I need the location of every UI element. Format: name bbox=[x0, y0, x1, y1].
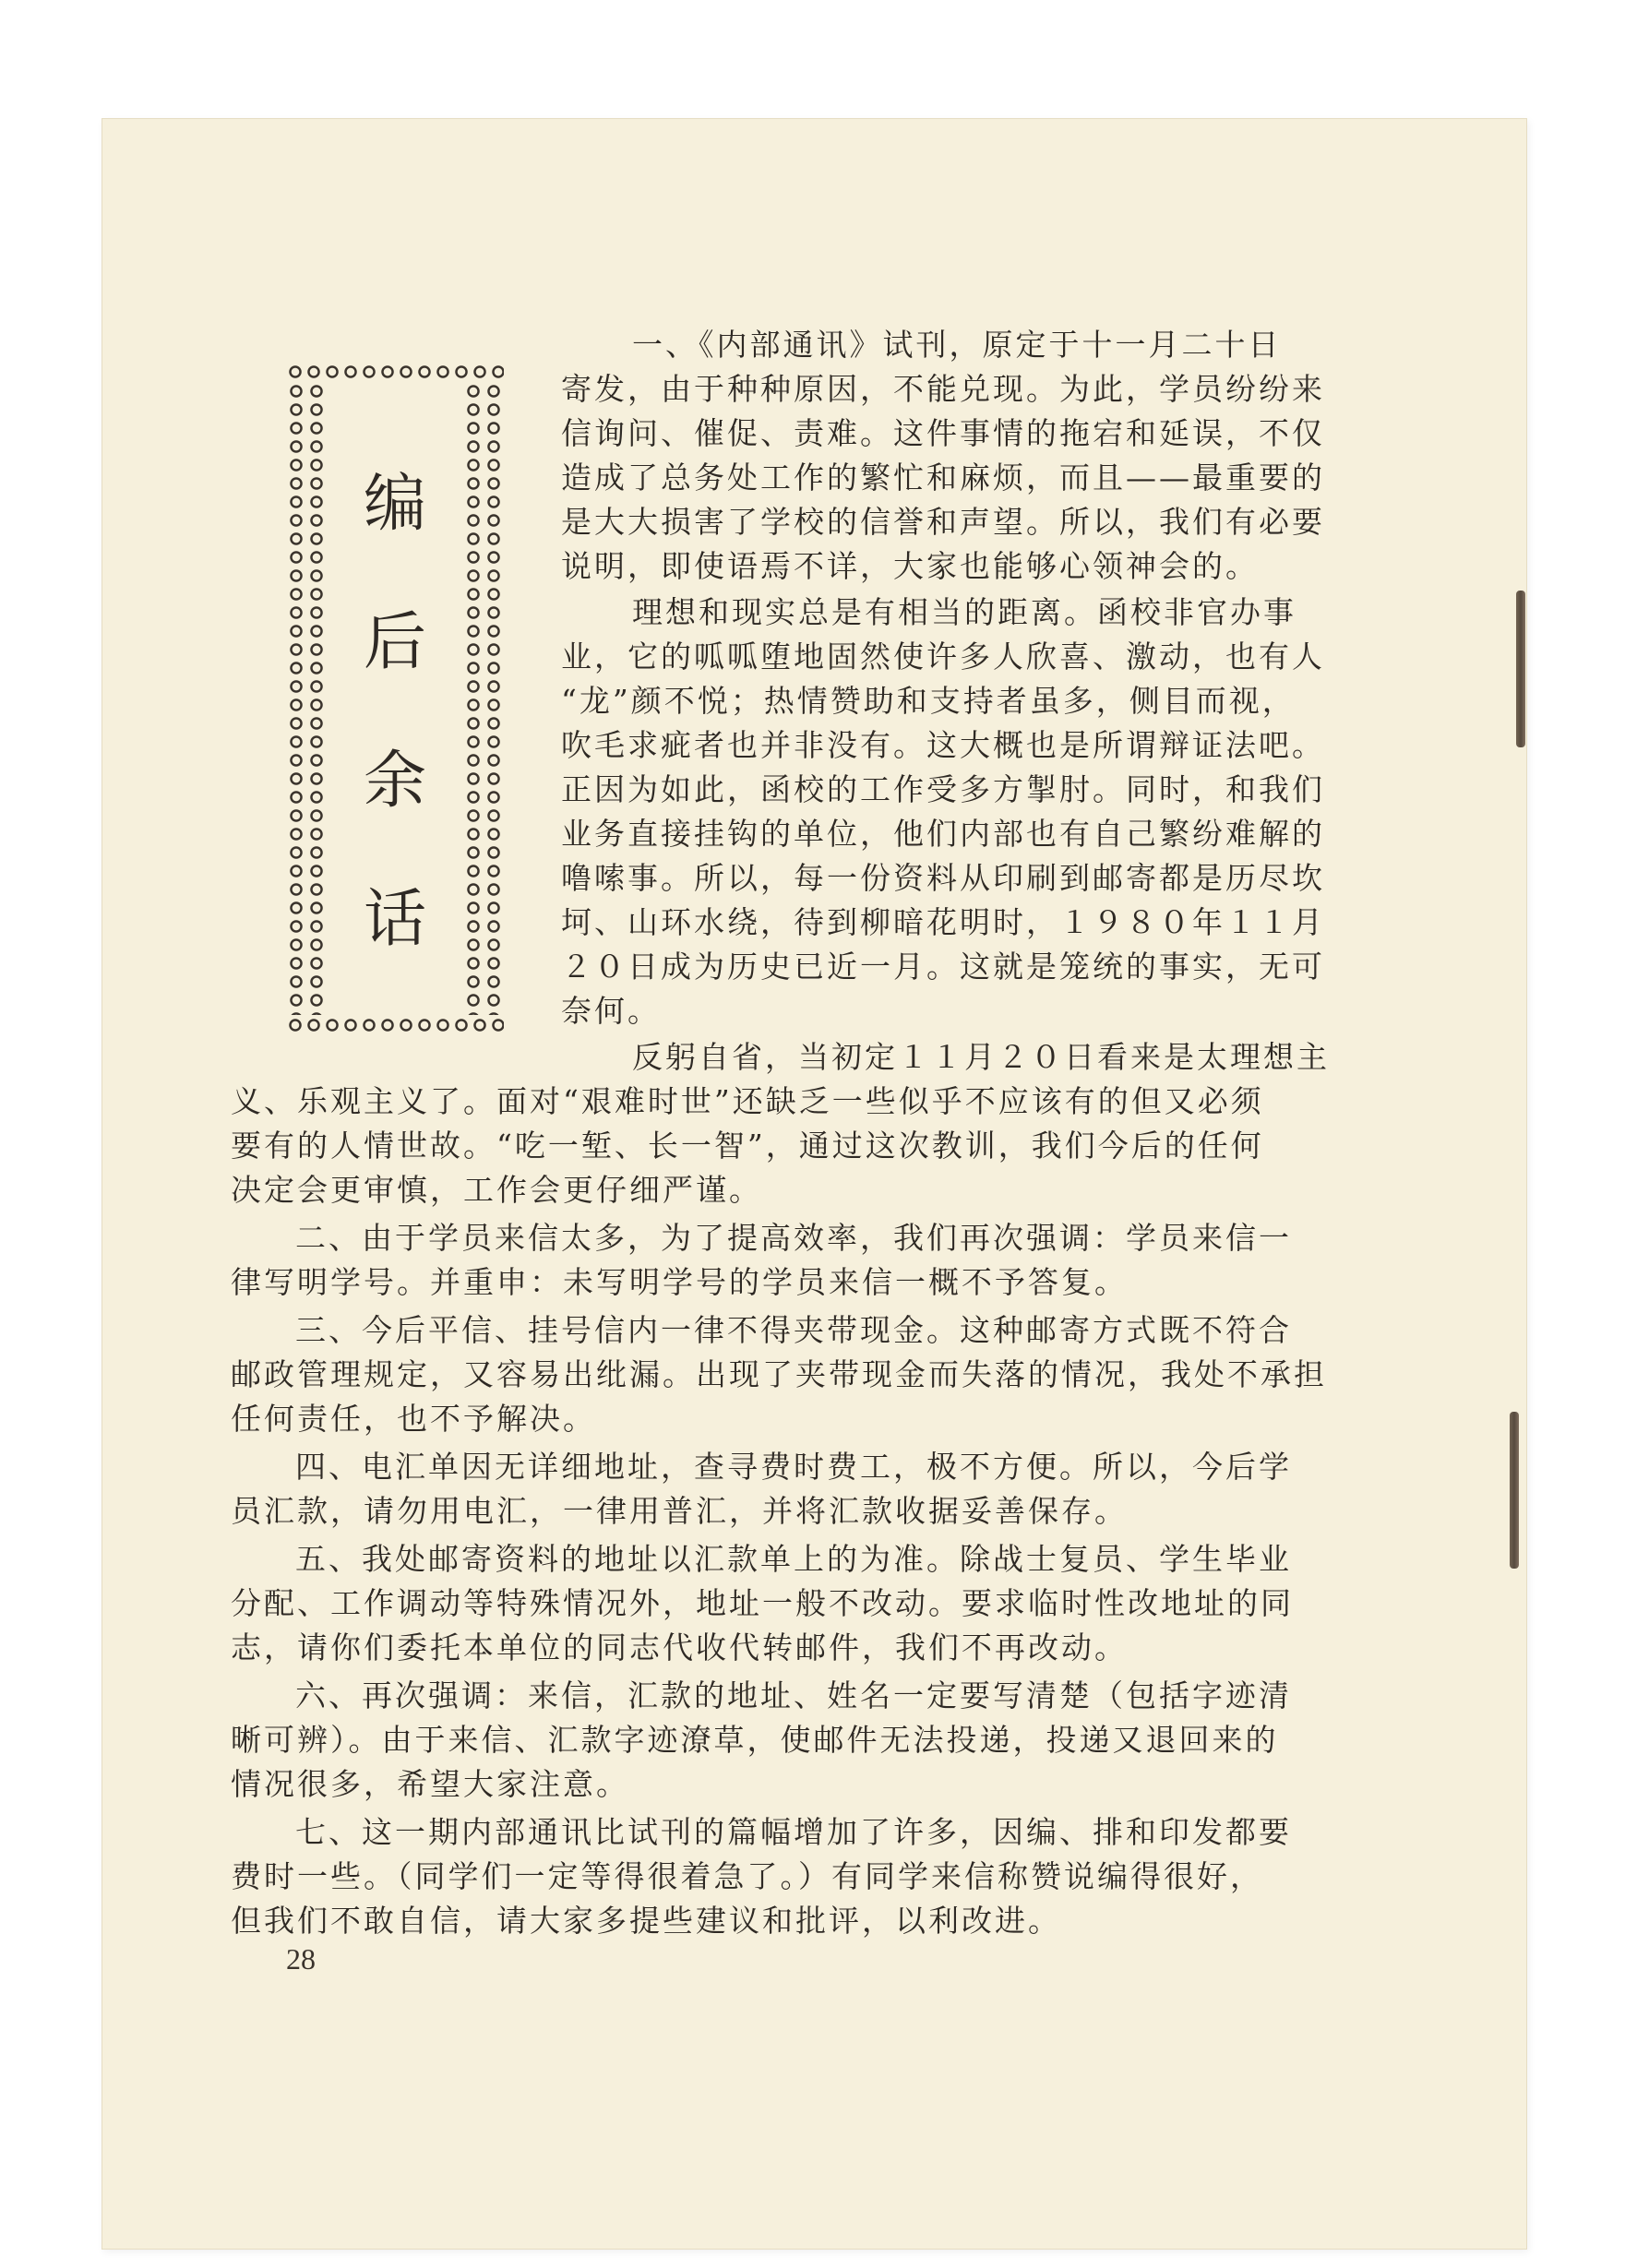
paragraph-line: 情况很多，希望大家注意。 bbox=[231, 1766, 629, 1802]
paragraph-line: 律写明学号。并重申：未写明学号的学员来信一概不予答复。 bbox=[231, 1264, 1128, 1300]
paragraph-line: 决定会更审慎，工作会更仔细严谨。 bbox=[231, 1172, 762, 1208]
paragraph-line: ２０日成为历史已近一月。这就是笼统的事实，无可 bbox=[561, 949, 1325, 985]
paragraph-line: 但我们不敢自信，请大家多提些建议和批评，以利改进。 bbox=[231, 1903, 1061, 1939]
paragraph-line: 奈何。 bbox=[561, 993, 661, 1029]
paragraph-line: 坷、山环水绕，待到柳暗花明时，１９８０年１１月 bbox=[561, 904, 1325, 940]
paragraph-line: 志，请你们委托本单位的同志代收代转邮件，我们不再改动。 bbox=[231, 1629, 1128, 1665]
paragraph-line: 造成了总务处工作的繁忙和麻烦，而且——最重要的 bbox=[561, 460, 1325, 495]
paragraph-line: 理想和现实总是有相当的距离。函校非官办事 bbox=[632, 594, 1296, 630]
title-char-4: 话 bbox=[363, 883, 426, 956]
ornament-border-bottom bbox=[286, 1015, 504, 1035]
paragraph-line: 正因为如此，函校的工作受多方掣肘。同时，和我们 bbox=[561, 771, 1325, 807]
paragraph-line: 信询问、催促、责难。这件事情的拖宕和延误，不仅 bbox=[561, 415, 1325, 451]
title-char-2: 后 bbox=[363, 606, 426, 679]
paragraph-line: 四、电汇单因无详细地址，查寻费时费工，极不方便。所以，今后学 bbox=[295, 1449, 1292, 1485]
paragraph-line: 五、我处邮寄资料的地址以汇款单上的为准。除战士复员、学生毕业 bbox=[295, 1541, 1292, 1577]
paragraph-line: 员汇款，请勿用电汇，一律用普汇，并将汇款收据妥善保存。 bbox=[231, 1493, 1128, 1529]
paragraph-line: 是大大损害了学校的信誉和声望。所以，我们有必要 bbox=[561, 504, 1325, 540]
title-ornament-box bbox=[286, 362, 504, 1035]
staple-top bbox=[1516, 591, 1525, 747]
page-number: 28 bbox=[286, 1942, 316, 1976]
paragraph-line: 晰可辨）。由于来信、汇款字迹潦草，使邮件无法投递，投递又退回来的 bbox=[231, 1722, 1279, 1758]
paragraph-line: 六、再次强调：来信，汇款的地址、姓名一定要写清楚（包括字迹清 bbox=[295, 1677, 1292, 1713]
paragraph-line: 义、乐观主义了。面对“艰难时世”还缺乏一些似乎不应该有的但又必须 bbox=[231, 1083, 1264, 1119]
paragraph-line: 一、《内部通讯》试刊，原定于十一月二十日 bbox=[632, 327, 1282, 363]
ornament-border-top bbox=[286, 362, 504, 382]
paragraph-line: 业，它的呱呱堕地固然使许多人欣喜、激动，也有人 bbox=[561, 639, 1325, 674]
paragraph-line: 分配、工作调动等特殊情况外，地址一般不改动。要求临时性改地址的同 bbox=[231, 1585, 1294, 1621]
paragraph-line: 七、这一期内部通讯比试刊的篇幅增加了许多，因编、排和印发都要 bbox=[295, 1814, 1292, 1850]
paragraph-line: 吹毛求疵者也并非没有。这大概也是所谓辩证法吧。 bbox=[561, 727, 1325, 763]
paragraph-line: 业务直接挂钩的单位，他们内部也有自己繁纷难解的 bbox=[561, 816, 1325, 852]
title-char-3: 余 bbox=[363, 745, 426, 818]
title-char-1: 编 bbox=[363, 468, 426, 541]
paragraph-line: 费时一些。（同学们一定等得很着急了。）有同学来信称赞说编得很好， bbox=[231, 1858, 1263, 1894]
paragraph-line: 任何责任，也不予解决。 bbox=[231, 1401, 596, 1437]
paragraph-line: 寄发，由于种种原因，不能兑现。为此，学员纷纷来 bbox=[561, 371, 1325, 407]
paragraph-line: 二、由于学员来信太多，为了提高效率，我们再次强调：学员来信一 bbox=[295, 1220, 1292, 1256]
paragraph-line: “龙”颜不悦；热情赞助和支持者虽多，侧目而视， bbox=[561, 683, 1296, 719]
paragraph-line: 邮政管理规定，又容易出纰漏。出现了夹带现金而失落的情况，我处不承担 bbox=[231, 1356, 1327, 1392]
paragraph-line: 反躬自省，当初定１１月２０日看来是太理想主 bbox=[632, 1039, 1330, 1075]
paragraph-line: 三、今后平信、挂号信内一律不得夹带现金。这种邮寄方式既不符合 bbox=[295, 1312, 1292, 1348]
paragraph-line: 要有的人情世故。“吃一堑、长一智”，通过这次教训，我们今后的任何 bbox=[231, 1128, 1264, 1164]
staple-bottom bbox=[1510, 1412, 1519, 1569]
paragraph-line: 噜嗦事。所以，每一份资料从印刷到邮寄都是历尽坎 bbox=[561, 860, 1325, 896]
paragraph-line: 说明，即使语焉不详，大家也能够心领神会的。 bbox=[561, 548, 1259, 584]
